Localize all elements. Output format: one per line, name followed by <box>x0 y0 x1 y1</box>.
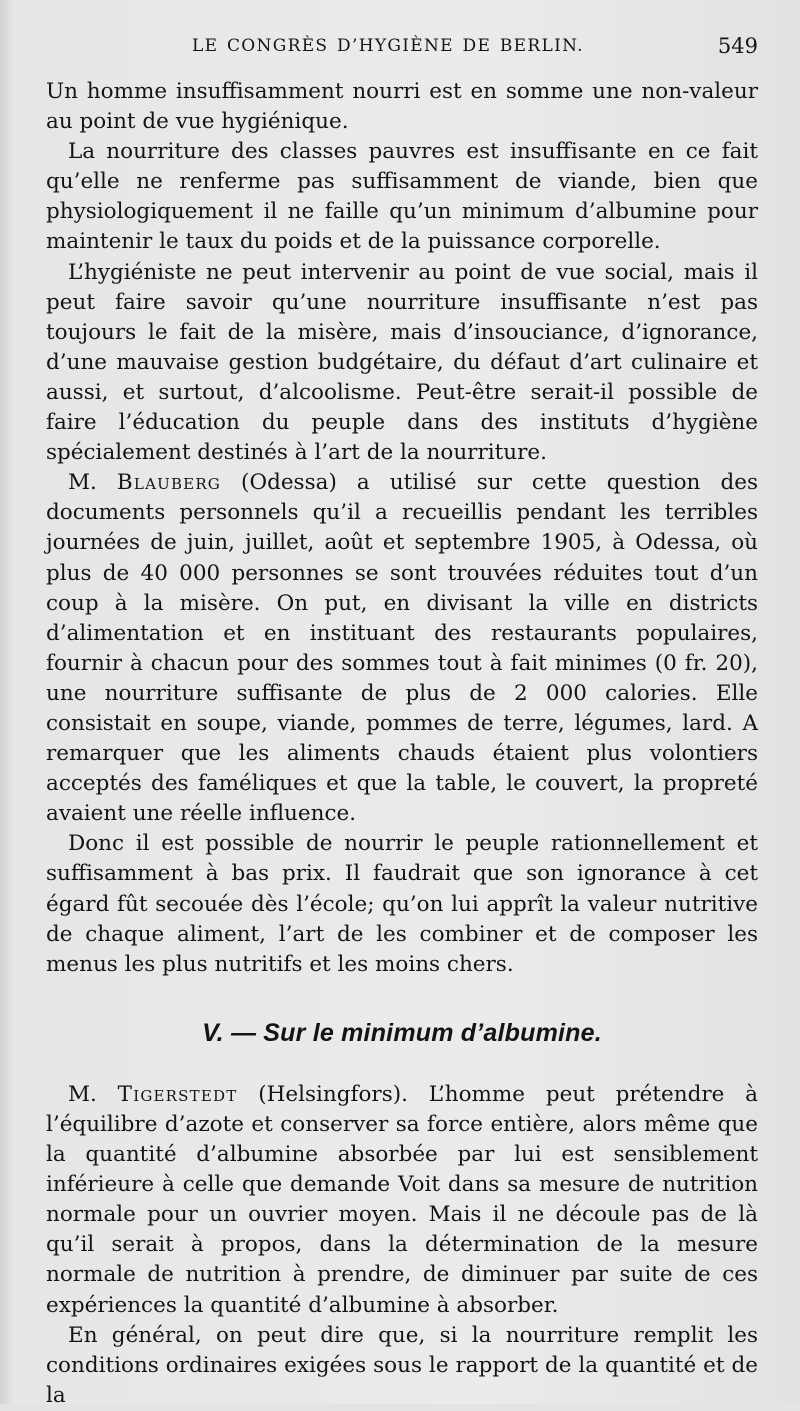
paragraph-4-text: (Odessa) a utilisé sur cette question des documents personnels qu’il a recueillis pendant les terribles journées de juin, juillet, août et septembre 1905, à Odessa, où plus de 40 000 personnes se sont trouvées réduites tout d’un coup à la misère. On put, en divisant la ville en districts d’alimentation et en instituant des restaurants populaires, fournir à chacun pour des sommes tout à fait minimes (0 fr. 20), une nourriture suffisante de plus de 2 000 calories. Elle consistait en soupe, viande, pommes de terre, légumes, lard. A remarquer que les aliments chauds étaient plus volontiers acceptés des faméliques et que la table, le couvert, la propreté avaient une réelle influence. <box>46 470 758 827</box>
speaker-name: Tigerstedt <box>117 1081 238 1107</box>
paragraph-2: La nourriture des classes pauvres est insuffisante en ce fait qu’elle ne renferme pas suffisamment de viande, bien que physiologiquement il ne faille qu’un minimum d’albumine pour maintenir le taux du poids et de la puissance corporelle. <box>46 139 758 255</box>
paragraph-3: L’hygiéniste ne peut intervenir au point de vue social, mais il peut faire savoir qu’une nourriture insuffisante n’est pas toujours le fait de la misère, mais d’insouciance, d’ignorance, d’une mauvaise gestion budgétaire, du défaut d’art culinaire et aussi, et surtout, d’alcoolisme. Peut-être serait-il possible de faire l’éducation du peuple dans des instituts d’hygiène spécialement destinés à l’art de la nourriture. <box>46 259 758 466</box>
speaker-name: Blauberg <box>116 470 221 496</box>
running-title: LE CONGRÈS D’HYGIÈNE DE BERLIN. <box>192 36 584 56</box>
paragraph-5: Donc il est possible de nourrir le peuple rationnellement et suffisamment à bas prix. Il faudrait que son ignorance à cet égard fût secouée dès l’école; qu’on lui apprît la valeur nutritive de chaque aliment, l’art de les combiner et de composer les menus les plus nutritifs et les moins chers. <box>46 831 758 977</box>
page-header <box>46 36 762 66</box>
speaker-prefix: M. <box>68 1081 118 1107</box>
section-paragraph-1 <box>46 1080 758 1321</box>
page-number: 549 <box>717 34 758 58</box>
section-paragraph-2: En général, on peut dire que, si la nourriture remplit les conditions ordinaires exigées sous le rapport de la quantité et de la <box>46 1322 758 1408</box>
section-heading: V. — Sur le minimum d’albumine. <box>202 1018 602 1047</box>
paragraph-1: Un homme insuffisamment nourri est en somme une non-valeur au point de vue hygiénique. <box>46 79 758 135</box>
section-paragraph-1-text: (Helsingfors). L’homme peut prétendre à l’équilibre d’azote et conserver sa force entière, alors même que la quantité d’albumine absorbée par lui est sensiblement inférieure à celle que demande Voit dans sa mesure de nutrition normale pour un ouvrier moyen. Mais il ne découle pas de là qu’il serait à propos, dans la détermination de la mesure normale de nutrition à prendre, de diminuer par suite de ces expériences la quantité d’albumine à absorber. <box>46 1081 758 1318</box>
speaker-prefix: M. <box>68 470 117 496</box>
paragraph-4 <box>46 468 758 829</box>
page-body <box>46 77 758 1411</box>
